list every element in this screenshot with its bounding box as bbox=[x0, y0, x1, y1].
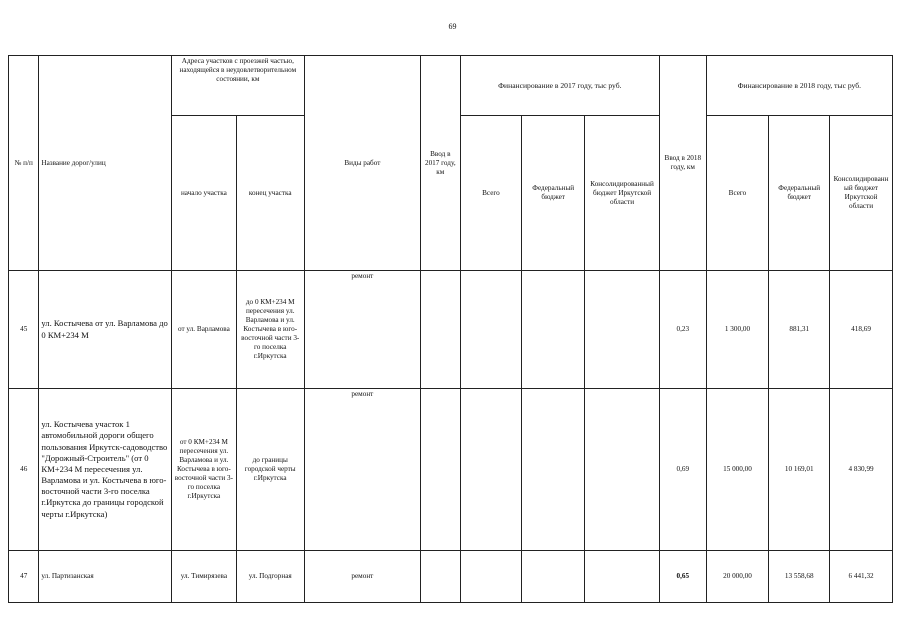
header-road-name: Название дорог/улиц bbox=[39, 56, 172, 271]
row-federal-2017 bbox=[522, 389, 585, 551]
row-start: ул. Тимирязева bbox=[172, 551, 237, 603]
row-consolidated-2017 bbox=[585, 551, 660, 603]
row-commission-2018: 0,69 bbox=[660, 389, 707, 551]
row-total-2017 bbox=[460, 389, 522, 551]
row-consolidated-2017 bbox=[585, 271, 660, 389]
row-road-name: ул. Костычева участок 1 автомобильной дороги общего пользования Иркутск-садоводство "Дорожный-Строитель" (от 0 КМ+234 М пересечения ул. Варламова и ул. Костычева в юго-восточной части 3-го поселка г.Иркутска до границы городской черты г.Иркутска) bbox=[39, 389, 172, 551]
row-federal-2018: 881,31 bbox=[769, 271, 830, 389]
row-commission-2018: 0,65 bbox=[660, 551, 707, 603]
header-federal-2017: Федеральный бюджет bbox=[522, 116, 585, 271]
row-end: ул. Подгорная bbox=[236, 551, 304, 603]
row-federal-2018: 13 558,68 bbox=[769, 551, 830, 603]
header-federal-2018: Федеральный бюджет bbox=[769, 116, 830, 271]
row-federal-2017 bbox=[522, 551, 585, 603]
header-work-type: Виды работ bbox=[304, 56, 420, 271]
row-total-2018: 15 000,00 bbox=[706, 389, 769, 551]
row-total-2018: 20 000,00 bbox=[706, 551, 769, 603]
row-end: до границы городской черты г.Иркутска bbox=[236, 389, 304, 551]
row-start: от 0 КМ+234 М пересечения ул. Варламова и ул. Костычева в юго-восточной части 3-го поселка г.Иркутска bbox=[172, 389, 237, 551]
row-consolidated-2018: 418,69 bbox=[830, 271, 893, 389]
header-start: начало участка bbox=[172, 116, 237, 271]
row-consolidated-2018: 4 830,99 bbox=[830, 389, 893, 551]
header-funding-2018: Финансирование в 2018 году, тыс руб. bbox=[706, 56, 892, 116]
row-commission-2017 bbox=[421, 271, 460, 389]
row-consolidated-2018: 6 441,32 bbox=[830, 551, 893, 603]
row-num: 45 bbox=[9, 271, 39, 389]
row-road-name: ул. Партизанская bbox=[39, 551, 172, 603]
row-work-type: ремонт bbox=[304, 271, 420, 389]
row-total-2017 bbox=[460, 271, 522, 389]
header-consolidated-2017: Консолидированный бюджет Иркутской области bbox=[585, 116, 660, 271]
row-commission-2018: 0,23 bbox=[660, 271, 707, 389]
row-commission-2017 bbox=[421, 389, 460, 551]
row-end: до 0 КМ+234 М пересечения ул. Варламова и ул. Костычева в юго-восточной части 3-го поселка г.Иркутска bbox=[236, 271, 304, 389]
header-end: конец участка bbox=[236, 116, 304, 271]
header-funding-2017: Финансирование в 2017 году, тыс руб. bbox=[460, 56, 659, 116]
row-start: от ул. Варламова bbox=[172, 271, 237, 389]
header-addresses: Адреса участков с проезжей частью, находящейся в неудовлетворительном состоянии, км bbox=[172, 56, 305, 116]
row-total-2017 bbox=[460, 551, 522, 603]
header-consolidated-2018: Консолидированный бюджет Иркутской области bbox=[830, 116, 893, 271]
header-num: № п/п bbox=[9, 56, 39, 271]
row-total-2018: 1 300,00 bbox=[706, 271, 769, 389]
row-work-type: ремонт bbox=[304, 389, 420, 551]
row-consolidated-2017 bbox=[585, 389, 660, 551]
row-work-type: ремонт bbox=[304, 551, 420, 603]
row-federal-2017 bbox=[522, 271, 585, 389]
page-number: 69 bbox=[448, 22, 457, 31]
row-num: 47 bbox=[9, 551, 39, 603]
table-row bbox=[9, 271, 893, 389]
table-row bbox=[9, 551, 893, 603]
header-total-2017: Всего bbox=[460, 116, 522, 271]
row-commission-2017 bbox=[421, 551, 460, 603]
header-commission-2018: Ввод в 2018 году, км bbox=[660, 56, 707, 271]
header-total-2018: Всего bbox=[706, 116, 769, 271]
row-federal-2018: 10 169,01 bbox=[769, 389, 830, 551]
road-repair-table bbox=[8, 55, 893, 603]
header-commission-2017: Ввод в 2017 году, км bbox=[421, 56, 460, 271]
table-row bbox=[9, 389, 893, 551]
row-road-name: ул. Костычева от ул. Варламова до 0 КМ+234 М bbox=[39, 271, 172, 389]
row-num: 46 bbox=[9, 389, 39, 551]
